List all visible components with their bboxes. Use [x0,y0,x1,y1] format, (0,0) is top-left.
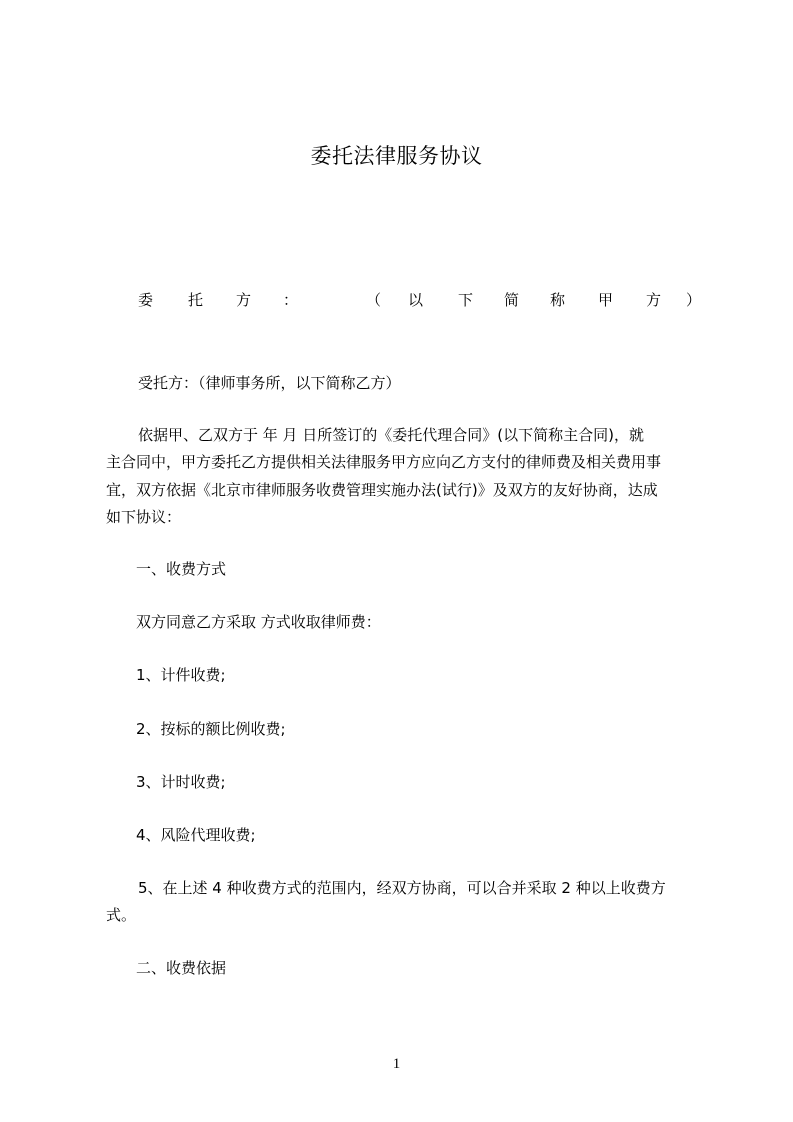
intro-line-4: 如下协议： [106,508,182,526]
intro-line-3: 宜，双方依据《北京市律师服务收费管理实施办法(试行)》及双方的友好协商，达成 [106,481,658,499]
client-line-char: 简 [504,291,520,309]
client-line-char: 下 [458,291,474,309]
client-line-char: 称 [550,291,566,309]
client-line [138,289,702,313]
fee-item-5-line-1: 5、在上述 4 种收费方式的范围内，经双方协商，可以合并采取 2 种以上收费方 [138,879,666,897]
client-line-char: （ [366,291,382,309]
client-line-char: ） [686,291,702,309]
document-title: 委托法律服务协议 [310,144,483,168]
client-line-char: 方 [646,291,662,309]
section-1-heading: 一、收费方式 [136,560,227,578]
section-1-intro: 双方同意乙方采取 方式收取律师费： [136,613,381,631]
intro-line-1: 依据甲、乙双方于 年 月 日所签订的《委托代理合同》(以下简称主合同)，就 [138,426,645,444]
intro-line-2: 主合同中，甲方委托乙方提供相关法律服务甲方应向乙方支付的律师费及相关费用事 [106,453,662,471]
page-number: 1 [392,1056,401,1072]
client-line-char: ： [283,291,299,309]
client-line-char: 以 [408,291,424,309]
trustee-line: 受托方：（律师事务所，以下简称乙方） [138,374,401,392]
client-line-char: 甲 [598,291,614,309]
fee-item-5-line-2: 式。 [106,906,137,924]
fee-item: 1、计件收费; [136,666,226,684]
section-2-heading: 二、收费依据 [136,959,227,977]
fee-item: 4、风险代理收费; [136,826,256,844]
fee-item: 2、按标的额比例收费; [136,720,286,738]
client-line-char: 委 [138,291,154,309]
client-line-char: 方 [236,291,252,309]
client-line-char: 托 [188,291,204,309]
fee-item: 3、计时收费; [136,773,226,791]
